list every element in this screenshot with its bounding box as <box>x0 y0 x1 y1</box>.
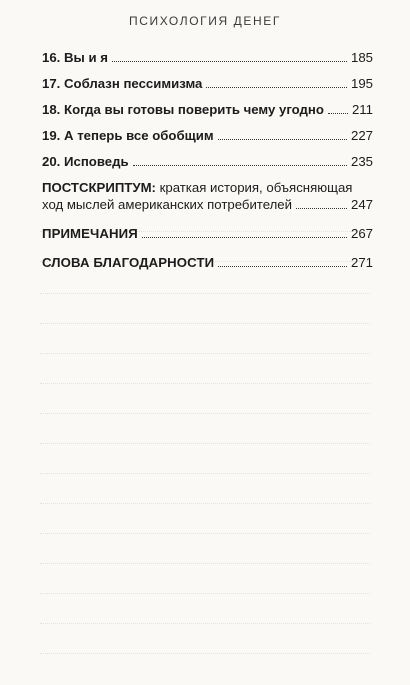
leader-dots <box>142 236 347 238</box>
toc-entry-page: 195 <box>350 76 373 91</box>
leader-dots <box>296 207 347 209</box>
toc-entry-title: 18. Когда вы готовы поверить чему угодно <box>42 102 324 117</box>
toc-entry-title: 19. А теперь все обобщим <box>42 128 214 143</box>
toc-entry-title-line1: ПОСТСКРИПТУМ: краткая история, объясняющая <box>42 180 353 195</box>
leader-dots <box>328 112 348 114</box>
toc-entry-title: ПРИМЕЧАНИЯ <box>42 226 138 241</box>
toc-entry-title: 17. Соблазн пессимизма <box>42 76 203 91</box>
table-of-contents <box>42 40 373 271</box>
toc-entry-chapter-18[interactable] <box>42 92 373 118</box>
toc-entry-title: 20. Исповедь <box>42 154 129 169</box>
toc-entry-page: 235 <box>350 154 373 169</box>
leader-dots <box>218 138 347 140</box>
toc-entry-page: 247 <box>350 197 373 212</box>
toc-entry-chapter-16[interactable] <box>42 40 373 66</box>
toc-entry-title: СЛОВА БЛАГОДАРНОСТИ <box>42 255 215 270</box>
toc-entry-acknowledgements[interactable] <box>42 242 373 271</box>
toc-entry-chapter-19[interactable] <box>42 118 373 144</box>
toc-entry-title-line2: ход мыслей американских потребителей <box>42 197 292 212</box>
toc-entry-chapter-17[interactable] <box>42 66 373 92</box>
toc-entry-chapter-20[interactable] <box>42 144 373 170</box>
leader-dots <box>133 164 347 166</box>
toc-entry-postscript[interactable] <box>42 179 373 213</box>
running-head: ПСИХОЛОГИЯ ДЕНЕГ <box>129 14 281 28</box>
toc-entry-notes[interactable] <box>42 213 373 242</box>
leader-dots <box>218 265 347 267</box>
toc-entry-page: 211 <box>351 102 373 117</box>
toc-entry-page: 267 <box>350 226 373 241</box>
toc-entry-page: 227 <box>350 128 373 143</box>
toc-entry-page: 185 <box>350 50 373 65</box>
leader-dots <box>112 60 347 62</box>
toc-entry-title: 16. Вы и я <box>42 50 108 65</box>
toc-entry-page: 271 <box>350 255 373 270</box>
leader-dots <box>206 86 347 88</box>
